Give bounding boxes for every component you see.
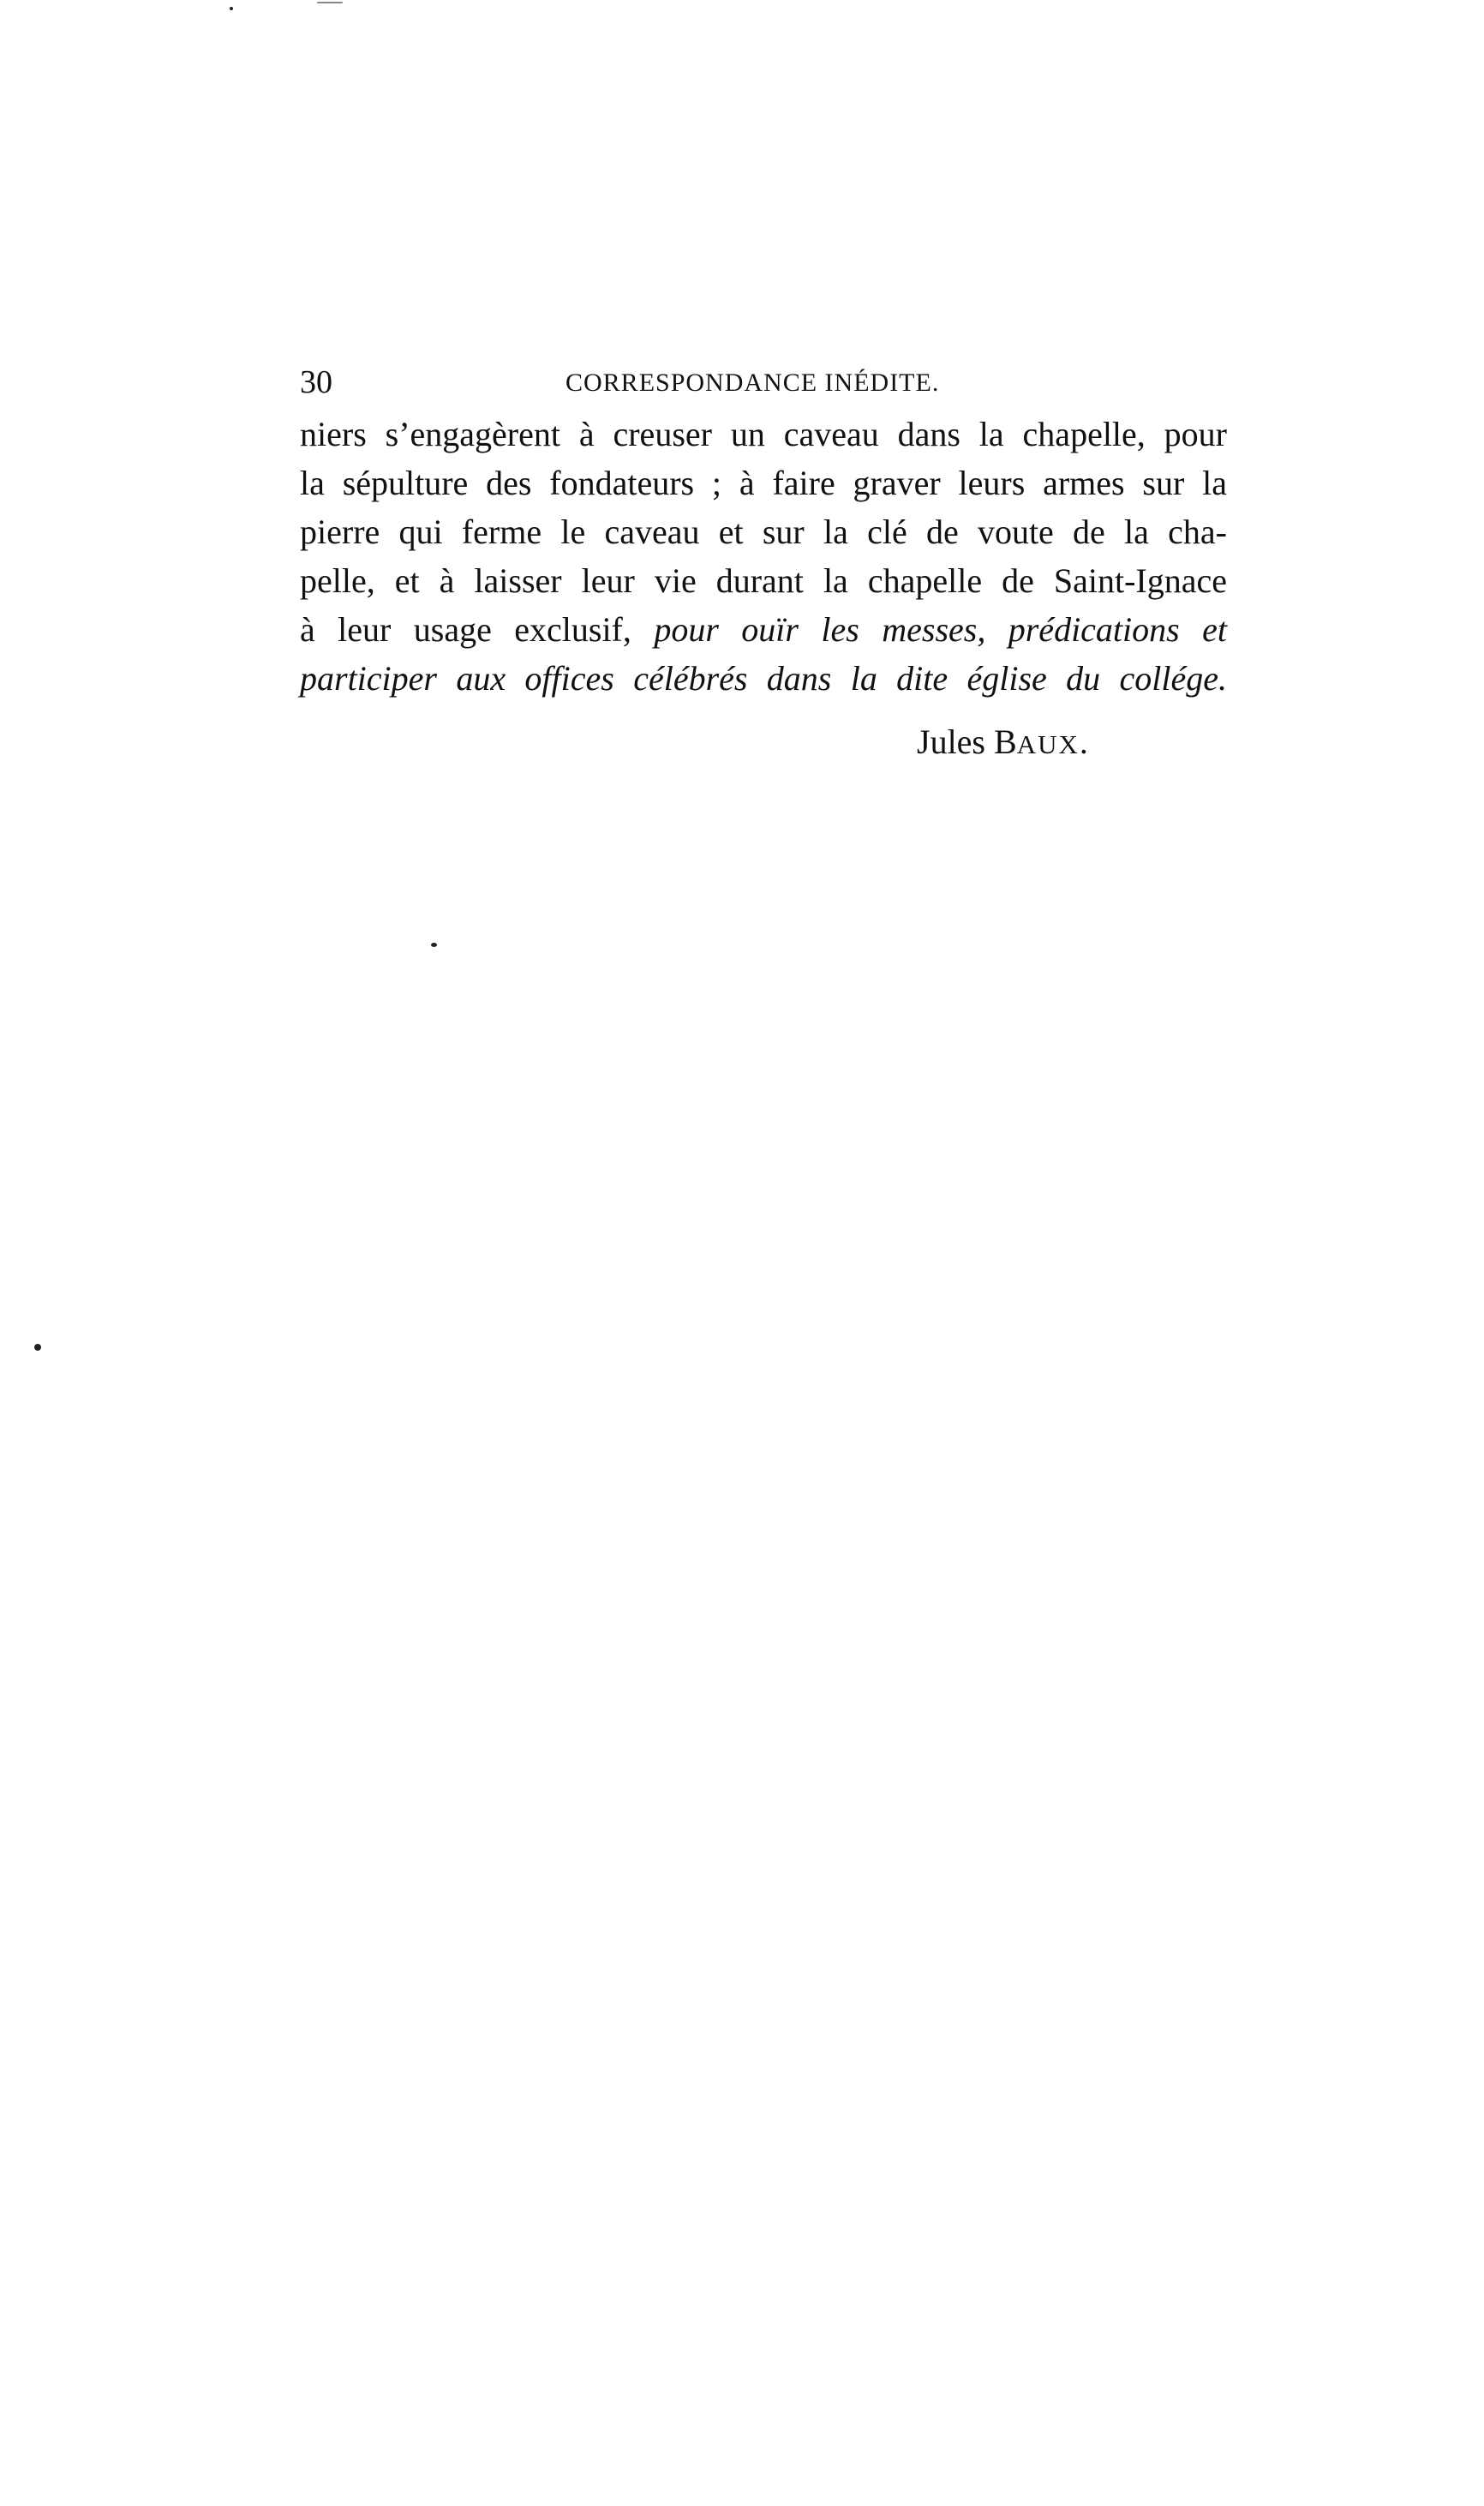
signature-first-name: Jules <box>917 722 985 761</box>
text-line-2: la sépulture des fondateurs ; à faire graver leurs armes sur la <box>300 464 1227 502</box>
text-line-3: pierre qui ferme le caveau et sur la clé de voute de la cha- <box>300 513 1227 551</box>
scan-speck <box>230 7 233 10</box>
text-line-5-roman: à leur usage exclusif, <box>300 610 631 649</box>
author-signature <box>917 718 1088 769</box>
scan-speck <box>34 1344 41 1351</box>
body-paragraph <box>300 410 1227 703</box>
signature-period: . <box>1079 722 1088 761</box>
scan-speck <box>317 2 343 3</box>
text-line-5-italic: pour ouïr les messes, prédications et <box>654 610 1228 649</box>
signature-last-rest: AUX <box>1016 729 1080 759</box>
text-line-4: pelle, et à laisser leur vie durant la chapelle de Saint-Ignace <box>300 561 1227 600</box>
running-head: CORRESPONDANCE INÉDITE. <box>565 369 940 397</box>
scan-speck <box>431 943 437 947</box>
page-number: 30 <box>300 364 332 400</box>
page-header <box>300 360 1227 405</box>
text-line-6: participer aux offices célébrés dans la dite église du collége. <box>300 659 1227 698</box>
text-line-1: niers s’engagèrent à creuser un caveau dans la chapelle, pour <box>300 415 1227 453</box>
text-line-5 <box>300 605 1227 654</box>
signature-last-initial: B <box>994 722 1017 761</box>
